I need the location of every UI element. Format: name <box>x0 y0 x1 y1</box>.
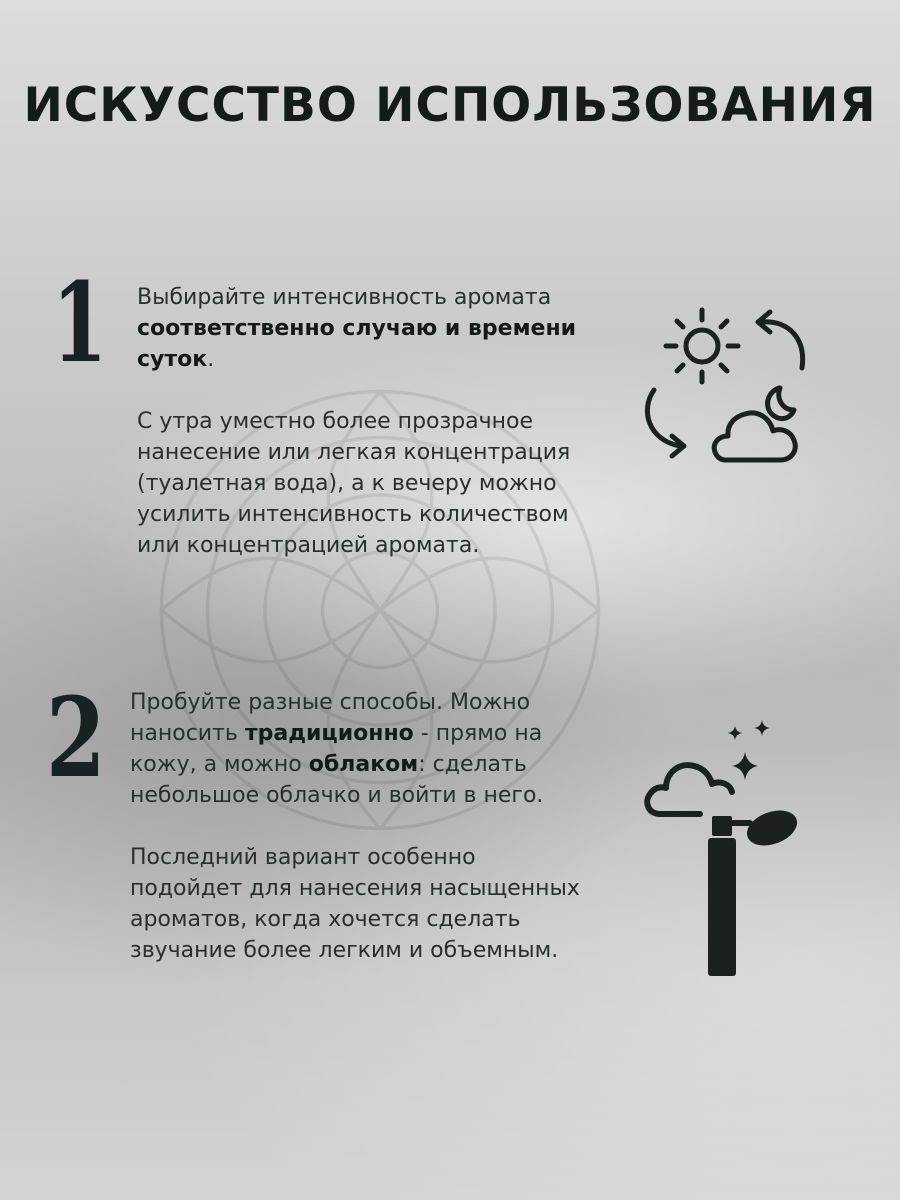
page-title: ИСКУССТВО ИСПОЛЬЗОВАНИЯ <box>23 78 877 133</box>
step-2-paragraph-1: Пробуйте разные способы. Можно наносить традиционно - прямо на кожу, а можно облаком: сделать небольшое облачко и войти в него. <box>130 690 544 808</box>
step-1-text <box>137 282 587 561</box>
step-2-text <box>130 687 590 966</box>
perfume-spray-cloud-icon <box>640 712 820 982</box>
step-1-paragraph-2: С утра уместно более прозрачное нанесение или легкая концентрация (туалетная вода), а к вечеру можно усилить интенсивность количеством или концентрацией аромата. <box>137 409 571 558</box>
step-2-paragraph-2: Последний вариант особенно подойдет для нанесения насыщенных ароматов, когда хочется сделать звучание более легким и объемным. <box>130 845 580 963</box>
step-1-paragraph-1: Выбирайте интенсивность аромата соответственно случаю и времени суток. <box>137 285 577 372</box>
step-number-2: 2 <box>46 673 106 802</box>
step-number-1: 1 <box>52 258 108 387</box>
sun-moon-cycle-icon <box>630 290 830 480</box>
